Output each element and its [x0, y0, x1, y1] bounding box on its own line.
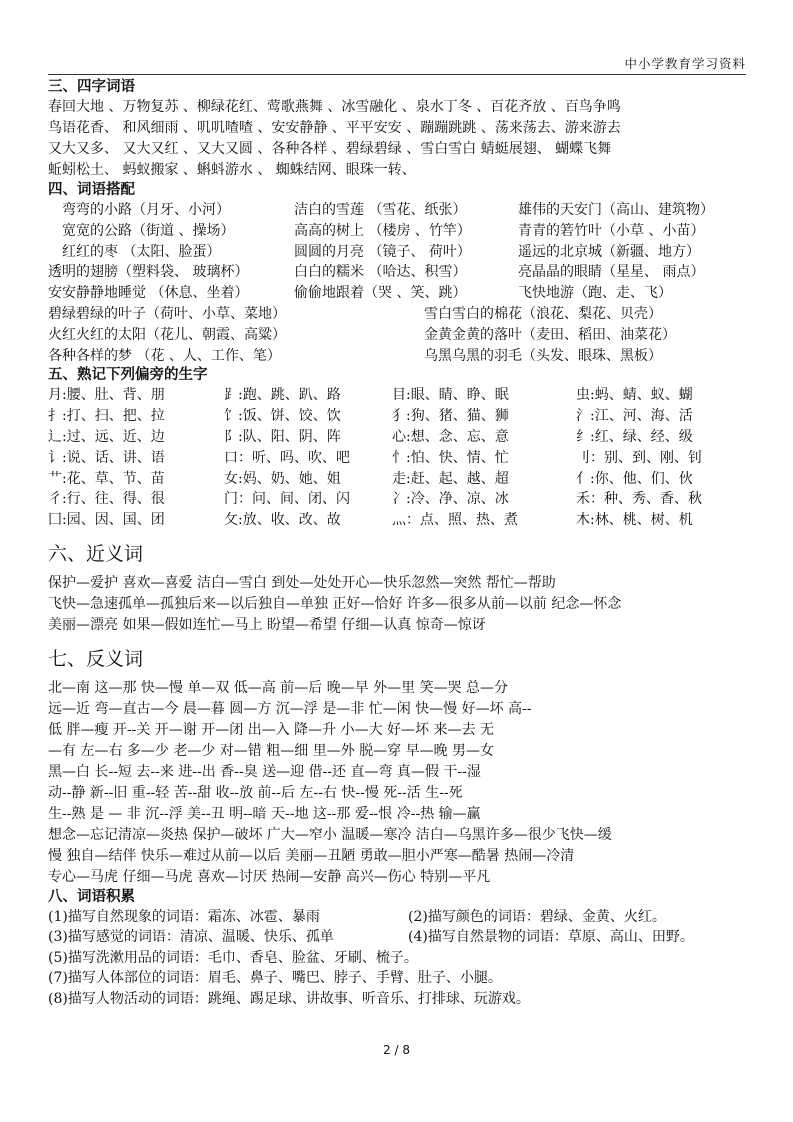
radical-item: 辶:过、远、近、边 — [48, 428, 165, 445]
radical-item: 阝:队、阳、阴、阵 — [224, 428, 341, 445]
pairing-row — [48, 325, 748, 346]
pairing-row — [48, 200, 748, 221]
radical-item: 月:腰、肚、背、朋 — [48, 387, 165, 404]
pairing-item: 高高的树上 （楼房 、竹竿） — [294, 222, 471, 239]
pairing-row — [48, 242, 748, 263]
section-6-title: 六、近义词 — [48, 542, 144, 565]
text-line: 保护—爱护 喜欢—喜爱 洁白—雪白 到处—处处开心—快乐忽然—突然 帮忙—帮助 — [48, 574, 556, 591]
accumulation-row — [48, 927, 748, 947]
radical-item: ⻊:跑、跳、趴、路 — [224, 387, 341, 404]
radical-row — [48, 427, 748, 448]
section-3-title: 三、四字词语 — [48, 79, 135, 95]
radical-item: 木:林、桃、树、机 — [576, 512, 693, 529]
pairing-item: 圆圆的月亮 （镜子、 荷叶） — [294, 243, 471, 260]
pairing-item: 各种各样的梦 （花 、人、工作、笔） — [48, 347, 281, 364]
accumulation-item: (4)描写自然景物的词语：草原、高山、田野。 — [408, 929, 694, 946]
radical-item: 忄:怕、快、情、忙 — [392, 449, 509, 466]
text-line: 慢 独自—结伴 快乐—难过从前—以后 美丽—丑陋 勇敢—胆小严寒—酷暑 热闹—冷清 — [48, 847, 575, 864]
pairing-item: 遥远的北京城（新疆、地方） — [518, 243, 700, 260]
radical-item: 女:妈、奶、她、姐 — [224, 470, 341, 487]
pairing-item: 雄伟的天安门（高山、建筑物） — [518, 202, 714, 218]
text-line: 北—南 这—那 快—慢 单—双 低—高 前—后 晚—早 外—里 笑—哭 总—分 — [48, 679, 509, 696]
pairing-item: 青青的箬竹叶（小草 、小苗） — [518, 222, 705, 239]
radical-row — [48, 448, 748, 469]
accumulation-item: (3)描写感觉的词语：清凉、温暖、快乐、孤单 — [48, 929, 334, 946]
section-7-title: 七、反义词 — [48, 647, 144, 670]
page-header — [48, 52, 746, 75]
radical-item: 饣:饭、饼、饺、饮 — [224, 408, 341, 425]
radical-item: 刂：别、到、刚、钊 — [576, 449, 702, 466]
text-line: 想念—忘记清凉—炎热 保护—破坏 广大—窄小 温暖—寒冷 洁白—乌黑许多—很少飞快—缓 — [48, 826, 612, 843]
text-line: 春回大地 、万物复苏 、柳绿花红、莺歌燕舞 、冰雪融化 、泉水丁冬 、百花齐放 、百鸟争鸣 — [48, 99, 621, 115]
radical-item: 走:赶、起、越、超 — [392, 470, 509, 487]
text-line: 生--熟 是 — 非 沉--浮 美--丑 明--暗 天--地 这--那 爱--恨 冷--热 输—赢 — [48, 805, 481, 822]
radical-item: 心:想、念、忘、意 — [392, 428, 509, 445]
pairing-item: 透明的翅膀（塑料袋、 玻璃杯） — [48, 264, 249, 281]
radical-row — [48, 469, 748, 490]
word-pairing-grid — [48, 200, 748, 366]
pairing-item: 弯弯的小路（月牙、小河） — [62, 202, 230, 218]
radical-item: 虫:蚂、蜻、蚁、蝴 — [576, 387, 693, 404]
radical-item: 讠:说、话、讲、语 — [48, 449, 165, 466]
radical-item: 彳:行、往、得、很 — [48, 491, 165, 508]
radical-row — [48, 385, 748, 406]
radical-row — [48, 510, 748, 531]
accumulation-item: (1)描写自然现象的词语：霜冻、冰雹、暴雨 — [48, 908, 320, 925]
radical-item: 灬：点、照、热、煮 — [392, 512, 518, 529]
pairing-row — [48, 283, 748, 304]
pairing-item: 偷偷地跟着（哭 、笑、跳） — [294, 285, 467, 302]
text-line: (7)描写人体部位的词语：眉毛、鼻子、嘴巴、脖子、手臂、肚子、小腿。 — [48, 970, 502, 987]
radical-row — [48, 489, 748, 510]
text-line: 远—近 弯—直古—今 晨—暮 圆—方 沉—浮 是—非 忙—闲 快—慢 好—坏 高-- — [48, 700, 532, 717]
radical-item: 禾：种、秀、香、秋 — [576, 491, 702, 508]
pairing-row — [48, 346, 748, 367]
text-line: 又大又多、 又大又红 、又大又圆 、各种各样 、碧绿碧绿 、雪白雪白 蜻蜓展翅、 蝴蝶飞舞 — [48, 141, 612, 157]
radical-item: 亻:你、他、们、伙 — [576, 470, 693, 487]
pairing-row — [48, 221, 748, 242]
pairing-item: 洁白的雪莲 （雪花、纸张） — [294, 202, 467, 218]
text-line: 专心—马虎 仔细—马虎 喜欢—讨厌 热闹—安静 高兴—伤心 特别—平凡 — [48, 868, 491, 885]
pairing-item: 白白的糯米 （哈达、积雪） — [294, 264, 467, 281]
radical-item: 口：听、吗、吹、吧 — [224, 449, 350, 466]
pairing-item: 乌黑乌黑的羽毛（头发、眼珠、黑板） — [424, 347, 662, 364]
accumulation-grid — [48, 907, 748, 948]
radical-row — [48, 406, 748, 427]
pairing-item: 亮晶晶的眼睛（星星、 雨点） — [518, 264, 705, 281]
radical-item: 囗:园、因、国、团 — [48, 512, 165, 529]
document-body — [48, 78, 748, 1009]
section-4-title: 四、词语搭配 — [48, 182, 135, 198]
radical-item: 氵:江、河、海、活 — [576, 408, 693, 425]
pairing-item: 金黄金黄的落叶（麦田、稻田、油菜花） — [424, 326, 676, 343]
pairing-item: 碧绿碧绿的叶子（荷叶、小草、菜地） — [48, 305, 286, 322]
text-line: —有 左—右 多—少 老—少 对—错 粗—细 里—外 脱—穿 早—晚 男—女 — [48, 742, 495, 759]
radical-grid — [48, 385, 748, 531]
section-5-title: 五、熟记下列偏旁的生字 — [48, 367, 208, 384]
text-line: (5)描写洗漱用品的词语：毛巾、香皂、脸盆、牙刷、梳子。 — [48, 949, 418, 966]
text-line: 蚯蚓松土、 蚂蚁搬家 、蝌蚪游水 、 蜘蛛结网、眼珠一转、 — [48, 162, 416, 178]
pairing-item: 宽宽的公路（街道 、操场） — [62, 222, 235, 239]
radical-item: 艹:花、草、节、苗 — [48, 470, 165, 487]
radical-item: 扌:打、扫、把、拉 — [48, 408, 165, 425]
accumulation-item: (2)描写颜色的词语：碧绿、金黄、火红。 — [408, 908, 666, 925]
pairing-item: 雪白雪白的棉花（浪花、梨花、贝壳） — [424, 305, 662, 322]
pairing-row — [48, 304, 748, 325]
text-line: 美丽—漂亮 如果—假如连忙—马上 盼望—希望 仔细—认真 惊奇—惊讶 — [48, 616, 486, 633]
radical-item: 门：问、间、闭、闪 — [224, 491, 350, 508]
text-line: (8)描写人物活动的词语：跳绳、踢足球、讲故事、听音乐、打排球、玩游戏。 — [48, 990, 530, 1007]
text-line: 飞快—急速孤单—孤独后来—以后独自—单独 正好—恰好 许多—很多从前—以前 纪念—怀念 — [48, 595, 622, 612]
radical-item: 冫:冷、净、凉、冰 — [392, 491, 509, 508]
radical-item: 攵:放、收、改、故 — [224, 512, 341, 529]
pairing-item: 火红火红的太阳（花儿、朝霞、高粱） — [48, 326, 286, 343]
section-8-title: 八、词语积累 — [48, 888, 135, 905]
accumulation-row — [48, 907, 748, 927]
text-line: 鸟语花香、 和风细雨 、叽叽喳喳 、安安静静 、平平安安 、蹦蹦跳跳 、荡来荡去、游来游去 — [48, 120, 621, 136]
pairing-item: 红红的枣 （太阳、脸蛋） — [62, 243, 221, 260]
text-line: 低 胖—瘦 开--关 开—谢 开—闭 出—入 降—升 小—大 好—坏 来—去 无 — [48, 721, 494, 738]
pairing-item: 安安静静地睡觉 （休息、坐着） — [48, 285, 249, 302]
pairing-item: 飞快地游（跑、走、飞） — [518, 285, 672, 302]
text-line: 黑—白 长--短 去--来 进--出 香--臭 送—迎 借--还 直—弯 真—假 干--湿 — [48, 763, 481, 780]
radical-item: 纟:红、绿、经、级 — [576, 428, 693, 445]
pairing-row — [48, 262, 748, 283]
radical-item: 目:眼、睛、睁、眠 — [392, 387, 509, 404]
text-line: 动--静 新--旧 重--轻 苦--甜 收--放 前--后 左--右 快--慢 死--活 生--死 — [48, 784, 463, 801]
page-number: 2 / 8 — [383, 1043, 410, 1057]
radical-item: 犭:狗、猪、猫、狮 — [392, 408, 509, 425]
header-title: 中小学教育学习资料 — [624, 56, 746, 71]
